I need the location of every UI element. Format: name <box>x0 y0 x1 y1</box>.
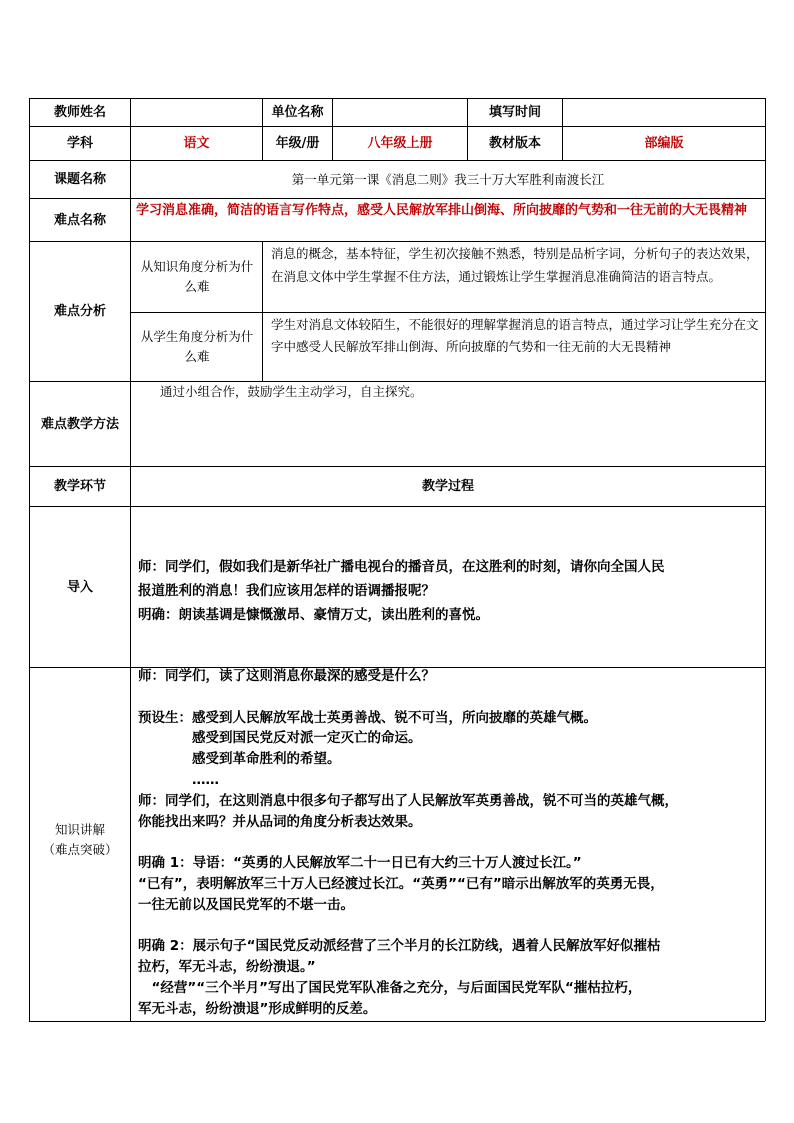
student-angle-text: 学生对消息文体较陌生，不能很好的理解掌握消息的语言特点，通过学习让学生充分在文字中感受人民解放军排山倒海、所向披靡的气势和一往无前的大无畏精神 <box>271 317 759 354</box>
content-line <box>138 687 762 708</box>
grade-value: 八年级上册 <box>367 136 433 151</box>
grade-label: 年级/册 <box>275 136 320 151</box>
teaching-method-label: 难点教学方法 <box>40 416 119 432</box>
intro-content <box>138 555 762 627</box>
content-line: 军无斗志，纷纷溃退”形成鲜明的反差。 <box>138 1000 377 1017</box>
teaching-stage-header: 教学环节 <box>53 479 106 494</box>
intro-line: 报道胜利的消息！我们应该用怎样的语调播报呢？ <box>138 583 435 599</box>
content-line: 拉朽，军无斗志，纷纷溃退。” <box>138 959 316 976</box>
difficulty-analysis-label: 难点分析 <box>53 304 106 319</box>
edition-label: 教材版本 <box>488 136 541 151</box>
lesson-title: 第一单元第一课《消息二则》我三十万大军胜利南渡长江 <box>291 172 605 187</box>
content-line: “已有”，表明解放军三十万人已经渡过长江。“英勇”“已有”暗示出解放军的英勇无畏， <box>138 875 664 892</box>
content-line: 你能找出来吗？并从品词的角度分析表达效果。 <box>138 813 422 830</box>
content-line: 明确 2：展示句子“国民党反动派经营了三个半月的长江防线，遇着人民解放军好似摧枯 <box>138 938 661 955</box>
intro-line: 明确：朗读基调是慷慨激昂、豪情万丈，读出胜利的喜悦。 <box>138 607 489 623</box>
teacher-name-value[interactable] <box>131 99 262 126</box>
lesson-label: 课题名称 <box>53 172 106 187</box>
teaching-method-text: 通过小组合作，鼓励学生主动学习，自主探究。 <box>160 384 423 399</box>
difficulty-name-value: 学习消息准确，简洁的语言写作特点，感受人民解放军排山倒海、所向披靡的气势和一往无前的大无畏精神 <box>136 203 748 218</box>
content-line: 一往无前以及国民党军的不堪一击。 <box>138 896 354 913</box>
unit-name-value[interactable] <box>333 99 467 126</box>
intro-line: 师：同学们，假如我们是新华社广播电视台的播音员，在这胜利的时刻，请你向全国人民 <box>138 559 665 575</box>
content-line <box>138 916 762 937</box>
content-line: 师：同学们，读了这则消息你最深的感受是什么？ <box>138 668 435 684</box>
content-line: …… <box>138 771 219 788</box>
knowledge-label-line: 知识讲解 <box>54 822 105 837</box>
teaching-process-header: 教学过程 <box>421 479 474 494</box>
subject-value: 语文 <box>183 136 210 151</box>
fill-date-label: 填写时间 <box>488 105 541 120</box>
knowledge-label-line: （难点突破） <box>42 842 118 857</box>
content-line: “经营”“三个半月”写出了国民党军队准备之充分，与后面国民党军队“摧枯拉朽， <box>138 979 642 996</box>
content-line: 感受到国民党反对派一定灭亡的命运。 <box>138 730 422 747</box>
fill-date-value[interactable] <box>563 99 765 126</box>
teacher-name-label: 教师姓名 <box>53 105 106 120</box>
content-line: 师：同学们，在这则消息中很多句子都写出了人民解放军英勇善战，锐不可当的英雄气概， <box>138 792 678 809</box>
knowledge-explanation-label <box>30 820 130 860</box>
content-line: 预设生：感受到人民解放军战士英勇善战、锐不可当，所向披靡的英雄气概。 <box>138 709 597 726</box>
content-line: 明确 1：导语：“英勇的人民解放军二十一日已有大约三十万人渡过长江。” <box>138 855 582 872</box>
subject-label: 学科 <box>66 136 93 151</box>
knowledge-angle-text: 消息的概念，基本特征，学生初次接触不熟悉，特别是品析字词，分析句子的表达效果，在消息文体中学生掌握不住方法，通过锻炼让学生掌握消息准确简洁的语言特点。 <box>271 246 759 284</box>
edition-value: 部编版 <box>644 136 684 151</box>
intro-label: 导入 <box>66 579 93 595</box>
content-line: 感受到革命胜利的希望。 <box>138 751 341 768</box>
knowledge-content <box>138 666 762 1020</box>
knowledge-angle-label: 从知识角度分析为什么难 <box>140 259 254 294</box>
content-line <box>138 832 762 853</box>
unit-name-label: 单位名称 <box>271 105 324 120</box>
difficulty-name-label: 难点名称 <box>53 212 106 228</box>
student-angle-label: 从学生角度分析为什么难 <box>140 329 254 364</box>
